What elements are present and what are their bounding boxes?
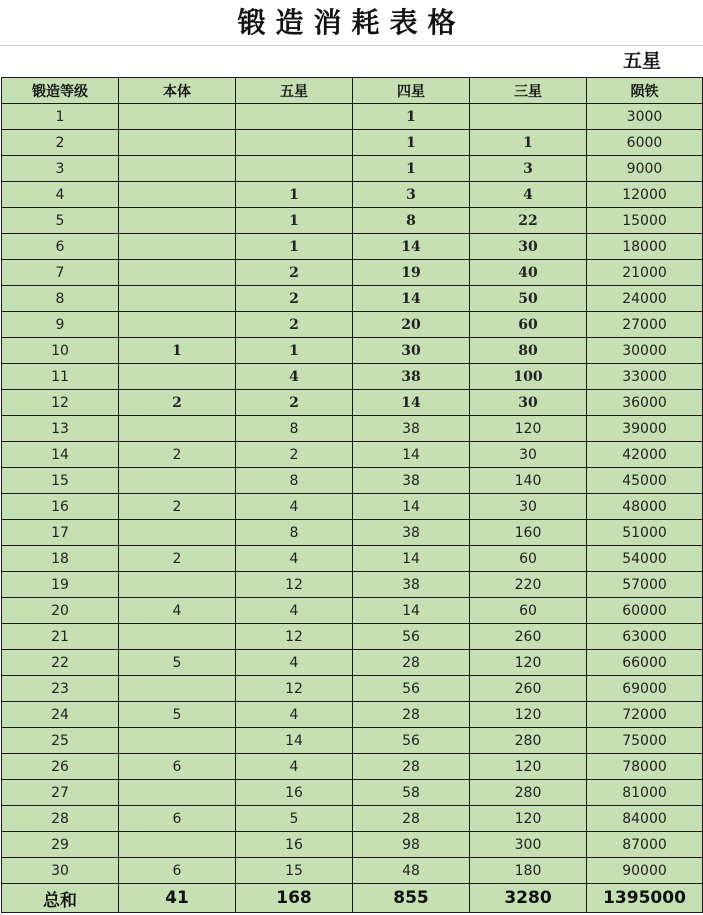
table-cell: 24000 [587, 286, 703, 312]
table-cell: 30 [2, 858, 119, 884]
table-cell: 11 [2, 364, 119, 390]
table-cell: 10 [2, 338, 119, 364]
table-cell: 6 [119, 858, 236, 884]
table-cell: 855 [353, 884, 470, 913]
table-cell: 120 [470, 702, 587, 728]
table-cell: 15 [236, 858, 353, 884]
table-cell: 4 [236, 650, 353, 676]
table-cell: 100 [470, 364, 587, 390]
table-cell: 2 [119, 494, 236, 520]
table-cell: 12 [2, 390, 119, 416]
table-cell: 14 [353, 286, 470, 312]
table-cell: 56 [353, 624, 470, 650]
table-cell: 12 [236, 572, 353, 598]
table-cell: 6 [119, 754, 236, 780]
table-cell: 28 [353, 650, 470, 676]
table-cell: 陨铁 [587, 78, 703, 104]
table-cell: 19 [2, 572, 119, 598]
table-cell: 57000 [587, 572, 703, 598]
table-cell: 5 [236, 806, 353, 832]
table-cell: 总和 [2, 884, 119, 913]
table-row [2, 624, 703, 650]
table-cell: 48 [353, 858, 470, 884]
table-row [2, 650, 703, 676]
table-row [2, 364, 703, 390]
table-cell: 60 [470, 312, 587, 338]
table-cell: 72000 [587, 702, 703, 728]
table-row [2, 286, 703, 312]
table-cell: 2 [2, 130, 119, 156]
table-cell: 27000 [587, 312, 703, 338]
table-cell: 2 [236, 390, 353, 416]
table-cell: 本体 [119, 78, 236, 104]
table-cell: 42000 [587, 442, 703, 468]
table-cell: 四星 [353, 78, 470, 104]
table-cell: 14 [353, 546, 470, 572]
table-cell: 5 [119, 702, 236, 728]
table-cell: 1 [353, 104, 470, 130]
table-cell: 1 [353, 130, 470, 156]
table-cell: 69000 [587, 676, 703, 702]
table-row [2, 572, 703, 598]
table-cell: 28 [353, 754, 470, 780]
table-cell: 1 [2, 104, 119, 130]
table-cell: 4 [236, 546, 353, 572]
table-cell: 41 [119, 884, 236, 913]
table-cell: 50 [470, 286, 587, 312]
table-cell: 12000 [587, 182, 703, 208]
table-cell: 30 [470, 234, 587, 260]
table-cell: 56 [353, 728, 470, 754]
table-row [2, 754, 703, 780]
table-cell: 4 [236, 494, 353, 520]
forging-cost-table [1, 77, 703, 913]
table-cell: 29 [2, 832, 119, 858]
table-cell: 14 [353, 390, 470, 416]
table-cell: 280 [470, 728, 587, 754]
table-row [2, 858, 703, 884]
table-cell: 14 [353, 598, 470, 624]
table-cell: 8 [2, 286, 119, 312]
table-cell: 20 [2, 598, 119, 624]
table-cell: 38 [353, 572, 470, 598]
table-cell: 220 [470, 572, 587, 598]
table-cell: 1 [353, 156, 470, 182]
table-row [2, 312, 703, 338]
table-row [2, 130, 703, 156]
table-cell: 40 [470, 260, 587, 286]
table-row [2, 234, 703, 260]
table-cell: 3 [353, 182, 470, 208]
table-row [2, 416, 703, 442]
table-cell: 28 [353, 806, 470, 832]
table-cell [119, 676, 236, 702]
table-cell [119, 728, 236, 754]
table-cell: 45000 [587, 468, 703, 494]
table-cell [119, 416, 236, 442]
table-cell: 54000 [587, 546, 703, 572]
table-cell: 三星 [470, 78, 587, 104]
table-cell: 36000 [587, 390, 703, 416]
table-cell: 1 [236, 208, 353, 234]
table-cell: 3 [470, 156, 587, 182]
table-cell: 6 [119, 806, 236, 832]
table-cell [119, 468, 236, 494]
table-row [2, 208, 703, 234]
table-row [2, 520, 703, 546]
table-cell: 12 [236, 676, 353, 702]
table-row [2, 832, 703, 858]
table-cell: 3000 [587, 104, 703, 130]
table-cell: 8 [353, 208, 470, 234]
table-cell: 2 [119, 442, 236, 468]
table-cell [119, 156, 236, 182]
table-cell: 25 [2, 728, 119, 754]
table-cell: 9 [2, 312, 119, 338]
table-row [2, 260, 703, 286]
table-cell: 21000 [587, 260, 703, 286]
table-cell [119, 234, 236, 260]
table-cell: 14 [353, 442, 470, 468]
table-cell: 120 [470, 754, 587, 780]
table-cell: 63000 [587, 624, 703, 650]
table-cell [119, 286, 236, 312]
table-cell: 21 [2, 624, 119, 650]
table-cell: 4 [119, 598, 236, 624]
table-cell: 14 [353, 494, 470, 520]
table-cell [119, 182, 236, 208]
table-cell: 4 [236, 702, 353, 728]
table-row [2, 182, 703, 208]
table-cell [119, 364, 236, 390]
table-cell: 1 [236, 234, 353, 260]
table-cell: 75000 [587, 728, 703, 754]
table-cell: 280 [470, 780, 587, 806]
table-cell: 12 [236, 624, 353, 650]
table-row [2, 156, 703, 182]
table-cell: 1 [236, 338, 353, 364]
table-cell: 28 [353, 702, 470, 728]
table-cell: 1 [236, 182, 353, 208]
table-row [2, 338, 703, 364]
table-cell: 19 [353, 260, 470, 286]
table-cell: 51000 [587, 520, 703, 546]
table-cell: 2 [236, 286, 353, 312]
table-cell: 9000 [587, 156, 703, 182]
table-cell [119, 104, 236, 130]
table-cell: 4 [236, 364, 353, 390]
table-cell: 22 [2, 650, 119, 676]
table-cell: 17 [2, 520, 119, 546]
table-cell [119, 624, 236, 650]
table-cell [119, 572, 236, 598]
table-cell: 38 [353, 364, 470, 390]
table-cell: 39000 [587, 416, 703, 442]
table-cell: 30000 [587, 338, 703, 364]
table-header-row [2, 78, 703, 104]
table-cell: 7 [2, 260, 119, 286]
page-title: 锻造消耗表格 [0, 0, 703, 46]
table-cell: 1 [470, 130, 587, 156]
table-cell: 30 [470, 494, 587, 520]
table-row [2, 728, 703, 754]
table-cell: 38 [353, 416, 470, 442]
table-cell: 23 [2, 676, 119, 702]
table-cell: 98 [353, 832, 470, 858]
table-cell: 18000 [587, 234, 703, 260]
table-cell: 4 [2, 182, 119, 208]
table-cell: 4 [236, 598, 353, 624]
table-cell: 4 [470, 182, 587, 208]
table-cell [119, 260, 236, 286]
table-cell: 2 [236, 442, 353, 468]
table-row [2, 390, 703, 416]
table-row [2, 104, 703, 130]
table-row [2, 468, 703, 494]
table-cell: 24 [2, 702, 119, 728]
table-cell: 168 [236, 884, 353, 913]
table-cell: 15000 [587, 208, 703, 234]
table-total-row [2, 884, 703, 913]
table-cell: 180 [470, 858, 587, 884]
table-cell: 80 [470, 338, 587, 364]
table-row [2, 546, 703, 572]
table-cell: 38 [353, 468, 470, 494]
table-cell: 2 [119, 546, 236, 572]
table-row [2, 442, 703, 468]
table-cell: 120 [470, 806, 587, 832]
table-cell: 6 [2, 234, 119, 260]
table-cell: 28 [2, 806, 119, 832]
table-cell: 5 [2, 208, 119, 234]
table-cell: 81000 [587, 780, 703, 806]
table-cell: 18 [2, 546, 119, 572]
table-row [2, 806, 703, 832]
table-cell: 90000 [587, 858, 703, 884]
table-cell: 30 [470, 390, 587, 416]
table-cell: 22 [470, 208, 587, 234]
table-cell: 27 [2, 780, 119, 806]
table-cell: 87000 [587, 832, 703, 858]
table-cell [236, 156, 353, 182]
table-cell: 16 [236, 832, 353, 858]
table-cell: 14 [236, 728, 353, 754]
table-cell: 60000 [587, 598, 703, 624]
table-cell: 1 [119, 338, 236, 364]
table-row [2, 780, 703, 806]
table-cell: 8 [236, 416, 353, 442]
table-cell: 3 [2, 156, 119, 182]
table-cell: 300 [470, 832, 587, 858]
table-cell: 1395000 [587, 884, 703, 913]
table-cell: 120 [470, 416, 587, 442]
subtitle-label: 五星 [622, 50, 661, 72]
table-cell [119, 832, 236, 858]
table-cell: 38 [353, 520, 470, 546]
table-body [2, 78, 703, 913]
table-cell: 13 [2, 416, 119, 442]
table-cell [236, 130, 353, 156]
table-cell: 33000 [587, 364, 703, 390]
table-row [2, 702, 703, 728]
table-cell: 2 [119, 390, 236, 416]
table-cell: 14 [353, 234, 470, 260]
table-cell: 66000 [587, 650, 703, 676]
table-cell [119, 208, 236, 234]
table-cell: 2 [236, 312, 353, 338]
table-cell: 26 [2, 754, 119, 780]
table-row [2, 676, 703, 702]
table-cell: 260 [470, 676, 587, 702]
table-cell: 60 [470, 546, 587, 572]
table-cell [470, 104, 587, 130]
table-cell: 58 [353, 780, 470, 806]
table-cell: 3280 [470, 884, 587, 913]
table-cell: 20 [353, 312, 470, 338]
table-cell: 48000 [587, 494, 703, 520]
table-cell: 16 [2, 494, 119, 520]
table-cell: 30 [470, 442, 587, 468]
table-cell: 160 [470, 520, 587, 546]
table-cell: 8 [236, 520, 353, 546]
table-cell [119, 312, 236, 338]
table-cell: 56 [353, 676, 470, 702]
table-cell: 16 [236, 780, 353, 806]
table-cell: 14 [2, 442, 119, 468]
table-cell: 8 [236, 468, 353, 494]
table-cell: 60 [470, 598, 587, 624]
table-cell [119, 520, 236, 546]
table-cell: 120 [470, 650, 587, 676]
table-cell: 6000 [587, 130, 703, 156]
table-cell: 锻造等级 [2, 78, 119, 104]
table-cell: 30 [353, 338, 470, 364]
table-row [2, 494, 703, 520]
table-cell: 84000 [587, 806, 703, 832]
table-cell [119, 780, 236, 806]
table-cell: 260 [470, 624, 587, 650]
table-cell: 2 [236, 260, 353, 286]
table-cell: 78000 [587, 754, 703, 780]
table-cell [236, 104, 353, 130]
table-cell: 4 [236, 754, 353, 780]
table-row [2, 598, 703, 624]
table-cell: 5 [119, 650, 236, 676]
table-cell: 五星 [236, 78, 353, 104]
table-cell: 140 [470, 468, 587, 494]
table-cell: 15 [2, 468, 119, 494]
table-cell [119, 130, 236, 156]
